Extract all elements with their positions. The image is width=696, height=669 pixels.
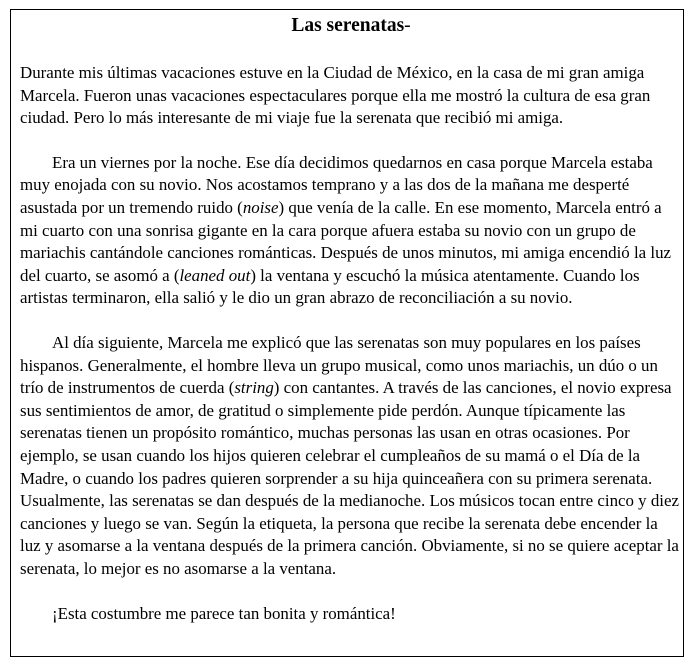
- gloss-leaned-out: leaned out: [179, 265, 251, 285]
- document-body: [20, 10, 682, 626]
- paragraph-2-part-a: Era un viernes por la noche. Ese día decidimos quedarnos en casa porque Marcela estaba muy enojada con su novio. Nos acostamos temprano y a las dos de la mañana me desperté asustada por un tremendo ruido (: [20, 152, 653, 217]
- paragraph-1: Durante mis últimas vacaciones estuve en la Ciudad de México, en la casa de mi gran amiga Marcela. Fueron unas vacaciones espectaculares porque ella me mostró la cultura de esa gran ciudad. Pero lo más interesante de mi viaje fue la serenata que recibió mi amiga.: [20, 63, 651, 128]
- paragraph-3: [20, 332, 682, 581]
- paragraph-3-part-b: ) con cantantes. A través de las canciones, el novio expresa sus sentimientos de amor, de gratitud o simplemente pide perdón. Aunque típicamente las serenatas tienen un propósito romántico, muchas personas las usan en otras ocasiones. Por ejemplo, se usan cuando los hijos quieren celebrar el cumpleaños de su mamá o el Día de la Madre, o cuando los padres quieren sorprender a su hija quinceañera con su primera serenata. Usualmente, las serenatas se dan después de la medianoche. Los músicos tocan entre cinco y diez canciones y luego se van. Según la etiqueta, la persona que recibe la serenata debe encender la luz y asomarse a la ventana después de la primera canción. Obviamente, si no se quiere aceptar la serenata, lo mejor es no asomarse a la ventana.: [20, 378, 679, 578]
- paragraph-2-part-c: ) la ventana y escuchó la música atentamente. Cuando los artistas terminaron, ella salió y le dio un gran abrazo de reconciliación a su novio.: [20, 265, 640, 308]
- title-text: Las serenatas: [291, 15, 405, 36]
- gloss-string: string: [234, 378, 274, 398]
- paragraph-2: [20, 152, 682, 310]
- title-suffix: -: [404, 15, 411, 36]
- paragraph-2-part-b: ) que venía de la calle. En ese momento, Marcela entró a mi cuarto con una sonrisa gigante en la cara porque afuera estaba su novio con un grupo de mariachis cantándole canciones románticas. Después de unos minutos, mi amiga encendió la luz del cuarto, se asomó a (: [20, 197, 672, 285]
- document-frame: [10, 9, 684, 657]
- paragraph-3-part-a: Al día siguiente, Marcela me explicó que las serenatas son muy populares en los países hispanos. Generalmente, el hombre lleva un grupo musical, como unos mariachis, un dúo o un trío de instrumentos de cuerda (: [20, 332, 658, 398]
- paragraph-4: ¡Esta costumbre me parece tan bonita y romántica!: [52, 604, 396, 624]
- document-title: [20, 13, 682, 38]
- gloss-noise: noise: [242, 197, 279, 217]
